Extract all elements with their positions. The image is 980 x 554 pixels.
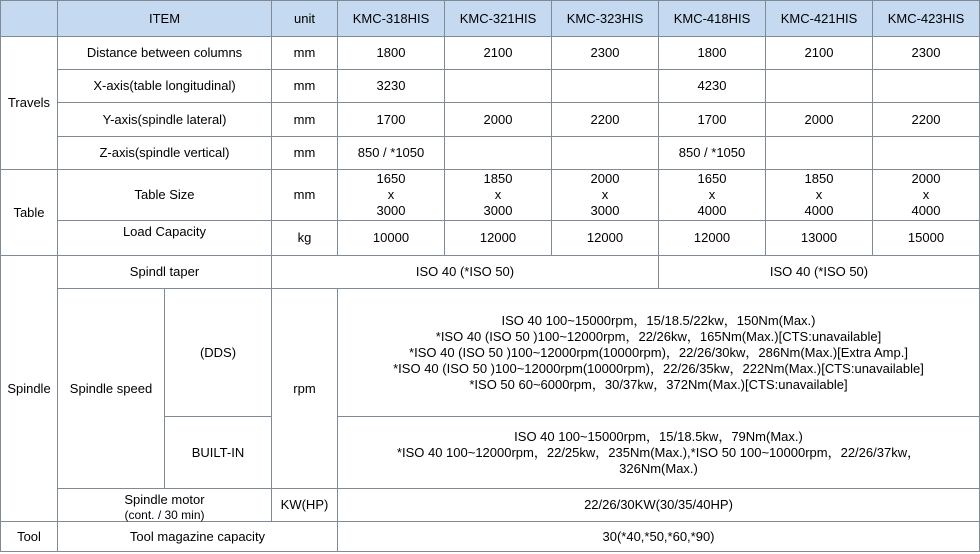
value-cell: 22/26/30KW(30/35/40HP) <box>338 489 980 522</box>
table-row <box>1 103 980 137</box>
row-label: Tool magazine capacity <box>58 522 338 552</box>
header-row <box>1 1 980 37</box>
empty-cell <box>873 137 980 170</box>
table-size-cell: 1650 x 4000 <box>659 170 766 221</box>
empty-cell <box>766 70 873 103</box>
row-label <box>58 489 272 522</box>
row-label: Table Size <box>58 170 272 221</box>
value-cell: 1700 <box>659 103 766 137</box>
table-row <box>1 221 980 256</box>
row-label: Distance between columns <box>58 37 272 70</box>
table-row <box>1 522 980 552</box>
header-unit: unit <box>272 1 338 37</box>
table-size-cell: 1850 x 3000 <box>445 170 552 221</box>
value-cell: 15000 <box>873 221 980 256</box>
header-model: KMC-418HIS <box>659 1 766 37</box>
value-cell: 2200 <box>552 103 659 137</box>
value-cell: 2300 <box>552 37 659 70</box>
value-cell: 2100 <box>766 37 873 70</box>
table-size-cell: 1850 x 4000 <box>766 170 873 221</box>
value-cell: ISO 40 (*ISO 50) <box>659 256 980 289</box>
value-cell: 12000 <box>552 221 659 256</box>
row-label <box>58 221 272 256</box>
header-model: KMC-423HIS <box>873 1 980 37</box>
row-unit: mm <box>272 70 338 103</box>
empty-cell <box>766 137 873 170</box>
value-cell: 1800 <box>338 37 445 70</box>
empty-cell <box>445 70 552 103</box>
row-unit: kg <box>272 221 338 256</box>
group-spindle: Spindle <box>1 256 58 522</box>
dds-label: (DDS) <box>165 289 272 417</box>
group-table: Table <box>1 170 58 256</box>
row-label: Y-axis(spindle lateral) <box>58 103 272 137</box>
group-travels: Travels <box>1 37 58 170</box>
table-row <box>1 170 980 221</box>
value-cell: 12000 <box>659 221 766 256</box>
table-row <box>1 256 980 289</box>
group-tool: Tool <box>1 522 58 552</box>
value-cell: 1800 <box>659 37 766 70</box>
dds-spec-cell: ISO 40 100~15000rpm，15/18.5/22kw，150Nm(Max.) *ISO 40 (ISO 50 )100~12000rpm，22/26kw，165Nm(Max.)[CTS:unavailable] *ISO 40 (ISO 50 )100~12000rpm(10000rpm)，22/26/30kw，286Nm(Max.)[Extra Amp.] *ISO 40 (ISO 50 )100~12000rpm(10000rpm)，22/26/35kw，222Nm(Max.)[CTS:unavailable] *ISO 50 60~6000rpm，30/37kw，372Nm(Max.)[CTS:unavailable] <box>338 289 980 417</box>
value-cell: 2000 <box>445 103 552 137</box>
empty-cell <box>445 137 552 170</box>
row-label: Spindl taper <box>58 256 272 289</box>
value-cell: ISO 40 (*ISO 50) <box>272 256 659 289</box>
value-cell: 4230 <box>659 70 766 103</box>
builtin-spec-cell: ISO 40 100~15000rpm，15/18.5kw，79Nm(Max.) *ISO 40 100~12000rpm，22/25kw，235Nm(Max.),*ISO 50 100~10000rpm，22/26/37kw， 326Nm(Max.) <box>338 417 980 489</box>
header-model: KMC-323HIS <box>552 1 659 37</box>
header-item: ITEM <box>58 1 272 37</box>
row-unit: mm <box>272 37 338 70</box>
value-cell: 13000 <box>766 221 873 256</box>
value-cell: 12000 <box>445 221 552 256</box>
row-unit: KW(HP) <box>272 489 338 522</box>
builtin-label: BUILT-IN <box>165 417 272 489</box>
value-cell: 2000 <box>766 103 873 137</box>
value-cell: 3230 <box>338 70 445 103</box>
row-unit: rpm <box>272 289 338 489</box>
value-cell: 2300 <box>873 37 980 70</box>
table-row <box>1 289 980 417</box>
table-size-cell: 2000 x 3000 <box>552 170 659 221</box>
value-cell: 2200 <box>873 103 980 137</box>
value-cell: 850 / *1050 <box>659 137 766 170</box>
header-model: KMC-318HIS <box>338 1 445 37</box>
row-label: Z-axis(spindle vertical) <box>58 137 272 170</box>
row-unit: mm <box>272 137 338 170</box>
row-unit: mm <box>272 170 338 221</box>
empty-cell <box>552 137 659 170</box>
header-model: KMC-321HIS <box>445 1 552 37</box>
empty-cell <box>873 70 980 103</box>
corner-cell <box>1 1 58 37</box>
table-size-cell: 2000 x 4000 <box>873 170 980 221</box>
table-size-cell: 1650 x 3000 <box>338 170 445 221</box>
value-cell: 850 / *1050 <box>338 137 445 170</box>
value-cell: 1700 <box>338 103 445 137</box>
row-unit: mm <box>272 103 338 137</box>
spindle-speed-label: Spindle speed <box>58 289 165 489</box>
value-cell: 30(*40,*50,*60,*90) <box>338 522 980 552</box>
empty-cell <box>552 70 659 103</box>
table-row <box>1 37 980 70</box>
spindle-motor-label: Spindle motor (cont. / 30 min) <box>124 492 205 522</box>
value-cell: 10000 <box>338 221 445 256</box>
table-row <box>1 137 980 170</box>
header-model: KMC-421HIS <box>766 1 873 37</box>
row-label: X-axis(table longitudinal) <box>58 70 272 103</box>
load-capacity-label: Load Capacity <box>122 224 207 239</box>
table-row <box>1 70 980 103</box>
table-row <box>1 489 980 522</box>
value-cell: 2100 <box>445 37 552 70</box>
